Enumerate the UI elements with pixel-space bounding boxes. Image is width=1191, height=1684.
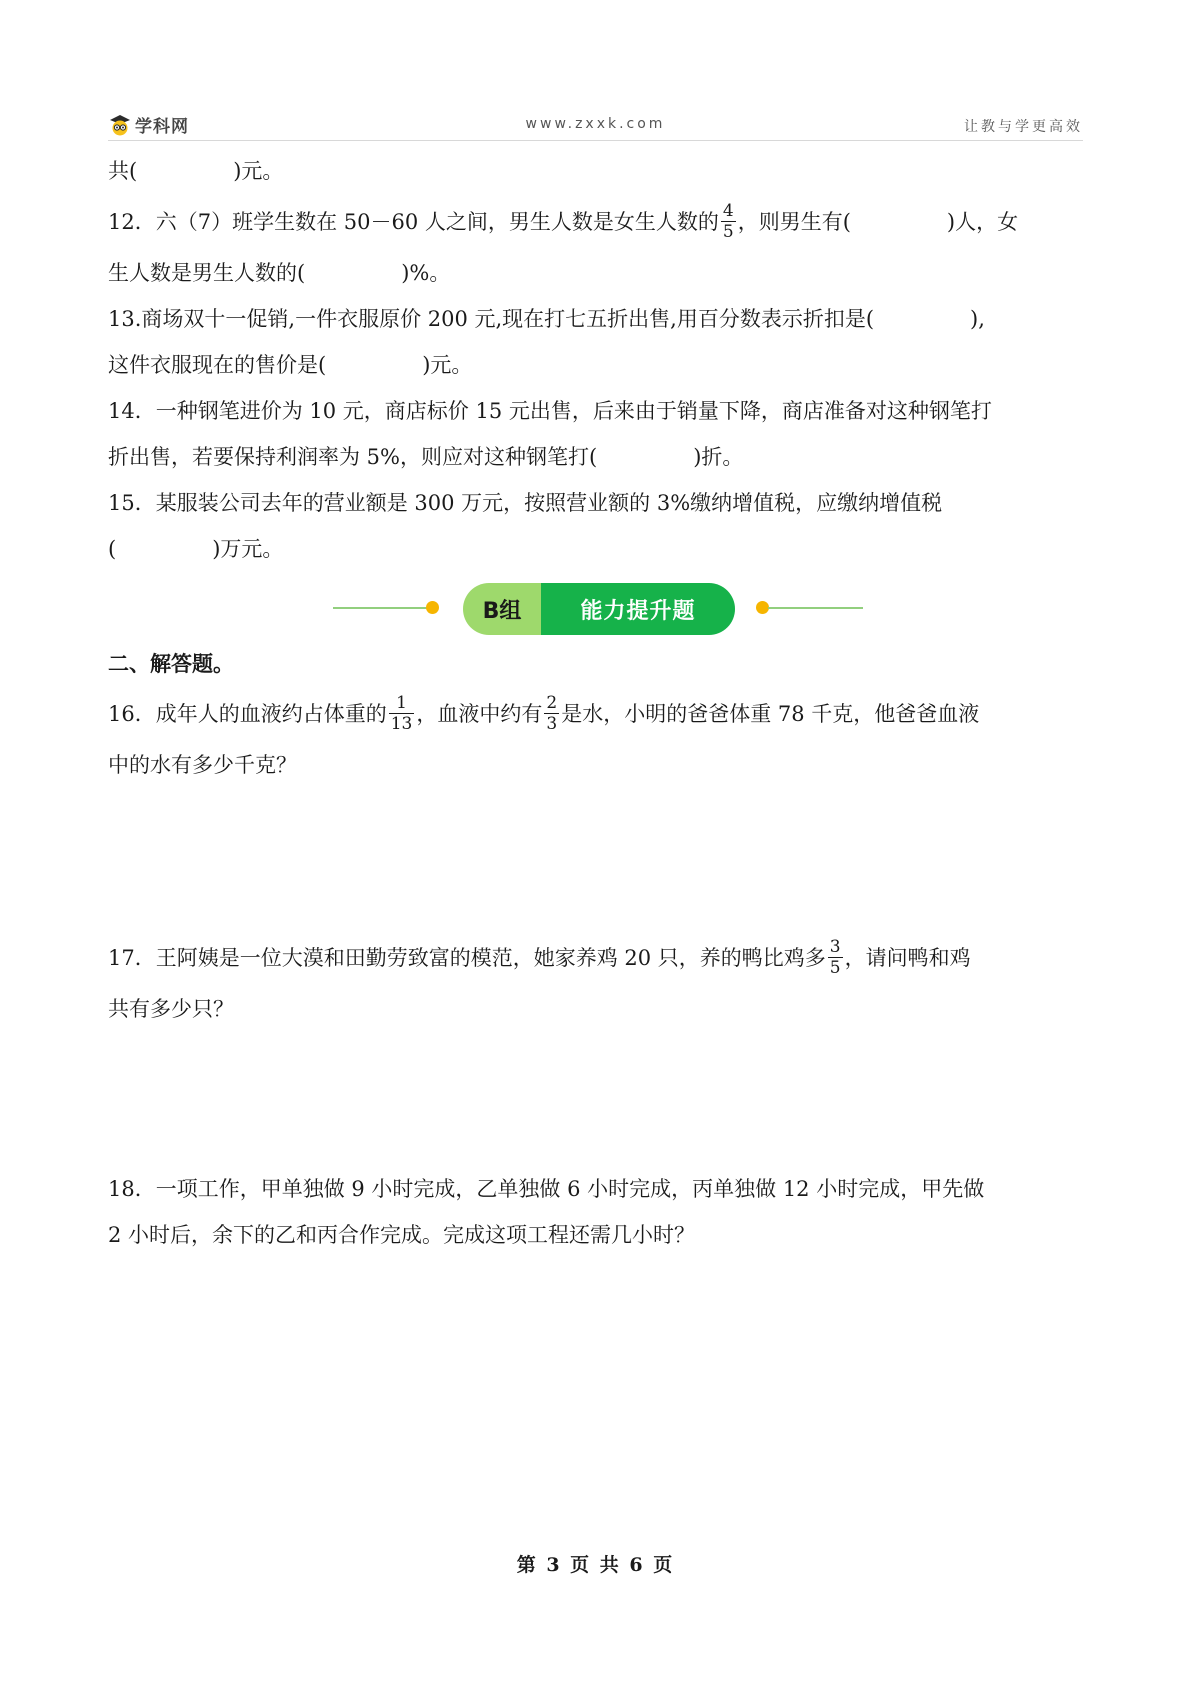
question-18-line2: 2 小时后，余下的乙和丙合作完成。完成这项工程还需几小时？ [108, 1223, 696, 1247]
header-slogan: 让教与学更高效 [964, 119, 1083, 135]
group-title: 能力提升题 [541, 583, 735, 635]
question-12-line1: 12．六（7）班学生数在 50－60 人之间，男生人数是女生人数的 $\frac{4}{5}$ ，则男生有( )人，女 [108, 201, 1019, 242]
fraction: $\frac{1}{13}$ [390, 693, 413, 734]
question-18-line1: 18．一项工作，甲单独做 9 小时完成，乙单独做 6 小时完成，丙单独做 12 小时完成，甲先做 [108, 1177, 985, 1201]
question-13-line2: 这件衣服现在的售价是( )元。 [108, 353, 473, 377]
q11-tail: 共( )元。 [108, 159, 284, 183]
section-title: 二、解答题。 [108, 652, 234, 676]
question-13-line1: 13.商场双十一促销,一件衣服原价 200 元,现在打七五折出售,用百分数表示折扣是( ), [108, 307, 985, 331]
answer-space-16 [108, 788, 1090, 930]
banner-line-right [768, 607, 863, 609]
page-number: 第 3 页 共 6 页 [516, 1554, 675, 1576]
group-label: B组 [463, 583, 541, 635]
question-17-line2: 共有多少只？ [108, 997, 234, 1021]
logo-text: 学科网 [135, 117, 189, 137]
document-body [108, 148, 1090, 1258]
fraction: $\frac{3}{5}$ [829, 937, 841, 978]
banner-dot-left [426, 601, 439, 614]
question-12-line2: 生人数是男生人数的( )%。 [108, 261, 451, 285]
banner-line-left [333, 607, 428, 609]
fraction: $\frac{4}{5}$ [722, 201, 734, 242]
fraction: $\frac{2}{3}$ [546, 693, 558, 734]
site-url: www.zxxk.com [525, 116, 666, 132]
question-15-line1: 15．某服装公司去年的营业额是 300 万元，按照营业额的 3%缴纳增值税，应缴纳增值税 [108, 491, 943, 515]
group-b-banner [108, 578, 1090, 638]
question-15-line2: ( )万元。 [108, 537, 284, 561]
question-16-line2: 中的水有多少千克？ [108, 753, 297, 777]
answer-space-17 [108, 1032, 1090, 1166]
page-header [108, 110, 1083, 141]
question-14-line1: 14．一种钢笔进价为 10 元，商店标价 15 元出售，后来由于销量下降，商店准备对这种钢笔打 [108, 399, 992, 423]
question-17-line1: 17．王阿姨是一位大漠和田勤劳致富的模范，她家养鸡 20 只，养的鸭比鸡多 $\frac{3}{5}$ ，请问鸭和鸡 [108, 937, 971, 978]
question-14-line2: 折出售，若要保持利润率为 5%，则应对这种钢笔打( )折。 [108, 445, 744, 469]
group-b-pill [463, 583, 735, 635]
question-16-line1: 16．成年人的血液约占体重的 $\frac{1}{13}$ ，血液中约有 $\frac{2}{3}$ 是水，小明的爸爸体重 78 千克，他爸爸血液 [108, 693, 980, 734]
